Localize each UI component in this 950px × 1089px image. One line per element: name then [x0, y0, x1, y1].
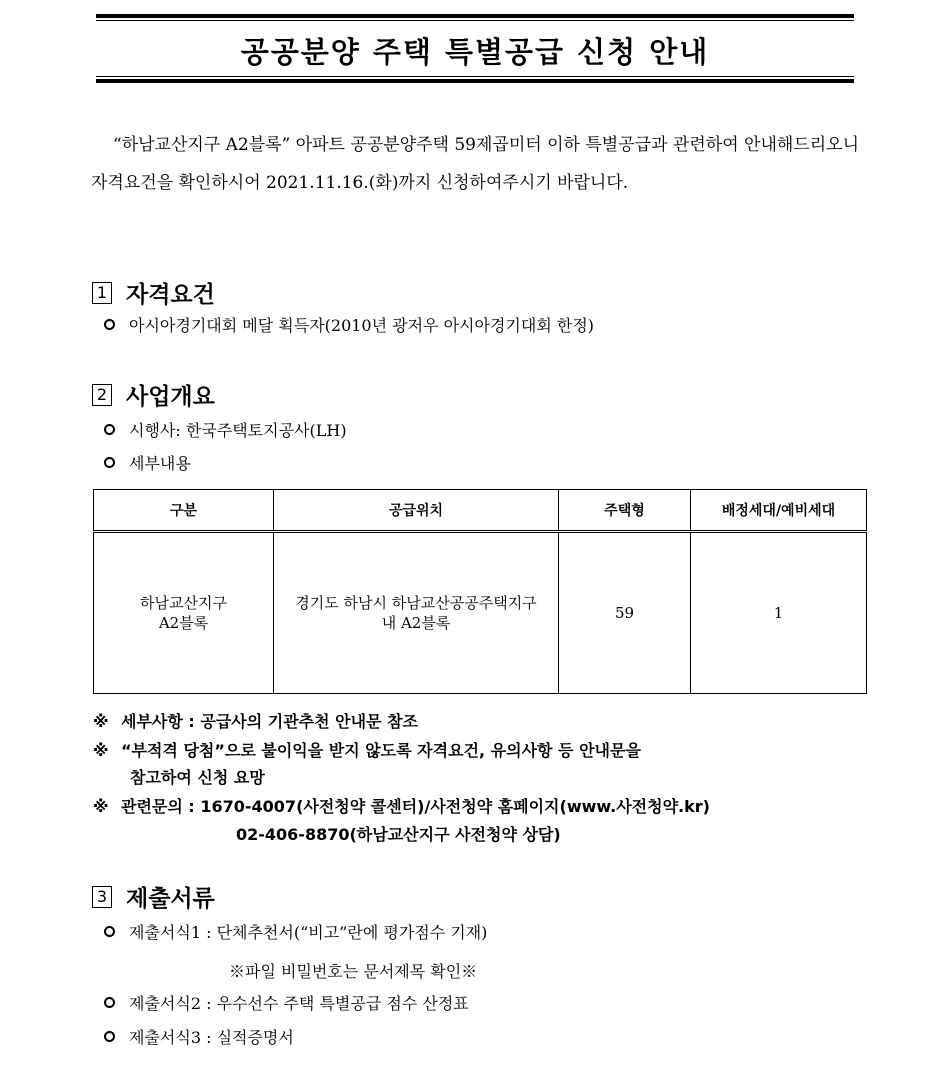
section-title: 자격요건 — [126, 282, 215, 308]
reference-mark: ※ — [93, 741, 109, 760]
title-top-rule-thin — [96, 20, 854, 21]
bullet-text: 제출서식2 : 우수선수 주택 특별공급 점수 산정표 — [129, 994, 469, 1013]
page-title: 공공분양 주택 특별공급 신청 안내 — [240, 35, 710, 69]
cell-location — [274, 532, 559, 694]
note-warning — [93, 738, 641, 761]
intro-text-2: 까지 신청하여주시기 바랍니다. — [398, 173, 629, 193]
section-number-box: 2 — [92, 384, 112, 406]
bullet-text: 제출서식3 : 실적증명서 — [129, 1028, 294, 1047]
location-line1: 경기도 하남시 하남교산공공주택지구 — [295, 594, 537, 612]
circle-bullet-icon — [104, 457, 115, 468]
bullet-text: 시행사: 한국주택토지공사(LH) — [129, 421, 347, 440]
intro-deadline: 2021.11.16.(화) — [266, 173, 399, 193]
note-warning-line2: 참고하여 신청 요망 — [130, 768, 265, 787]
note-details — [93, 709, 418, 732]
header-location: 공급위치 — [274, 490, 559, 532]
cell-households: 1 — [691, 532, 867, 694]
bullet-text: 아시아경기대회 메달 획득자(2010년 광저우 아시아경기대회 한정) — [129, 316, 595, 335]
section-2-heading — [92, 378, 215, 411]
document-password-note: ※파일 비밀번호는 문서제목 확인※ — [229, 962, 478, 981]
bullet-text: 세부내용 — [129, 454, 191, 473]
qualification-bullet — [104, 313, 594, 336]
table-header-row — [94, 490, 867, 532]
note-text: “부적격 당첨”으로 불이익을 받지 않도록 자격요건, 유의사항 등 안내문을 — [121, 741, 641, 760]
circle-bullet-icon — [104, 997, 115, 1008]
document-bullet-3 — [104, 1025, 294, 1048]
reference-mark: ※ — [93, 797, 109, 816]
intro-text-1: “하남교산지구 A2블록” 아파트 공공분양주택 59제곱미터 이하 특별공급과 관련하여 안내해드리오니 자격요건을 확인하시어 — [91, 135, 859, 193]
section-title: 사업개요 — [126, 384, 215, 410]
circle-bullet-icon — [104, 1031, 115, 1042]
title-bottom-rule-thin — [96, 76, 854, 77]
intro-paragraph — [91, 126, 859, 202]
division-line1: 하남교산지구 — [140, 594, 227, 612]
header-division: 구분 — [94, 490, 274, 532]
section-number-box: 3 — [92, 886, 112, 908]
table-row — [94, 532, 867, 694]
header-housing-type: 주택형 — [559, 490, 691, 532]
reference-mark: ※ — [93, 712, 109, 731]
document-bullet-2 — [104, 991, 469, 1014]
title-bottom-rule — [96, 79, 854, 83]
supply-table — [93, 489, 867, 694]
location-line2: 내 A2블록 — [381, 614, 451, 632]
cell-division — [94, 532, 274, 694]
note-text: 관련문의 : 1670-4007(사전청약 콜센터)/사전청약 홈페이지(www.사전청약.kr) — [121, 797, 710, 816]
cell-housing-type: 59 — [559, 532, 691, 694]
document-bullet-1 — [104, 920, 487, 943]
operator-bullet — [104, 418, 347, 441]
section-title: 제출서류 — [126, 886, 215, 912]
header-households: 배정세대/예비세대 — [691, 490, 867, 532]
note-contact-line2: 02-406-8870(하남교산지구 사전청약 상담) — [236, 825, 561, 844]
section-3-heading — [92, 880, 215, 913]
circle-bullet-icon — [104, 926, 115, 937]
note-text: 세부사항 : 공급사의 기관추천 안내문 참조 — [121, 712, 419, 731]
division-line2: A2블록 — [158, 614, 209, 632]
circle-bullet-icon — [104, 319, 115, 330]
detail-bullet — [104, 451, 191, 474]
bullet-text: 제출서식1 : 단체추천서(“비고”란에 평가점수 기재) — [129, 923, 488, 942]
title-top-rule — [96, 14, 854, 18]
section-1-heading — [92, 276, 215, 309]
section-number-box: 1 — [92, 282, 112, 304]
note-contact — [93, 794, 710, 817]
circle-bullet-icon — [104, 424, 115, 435]
